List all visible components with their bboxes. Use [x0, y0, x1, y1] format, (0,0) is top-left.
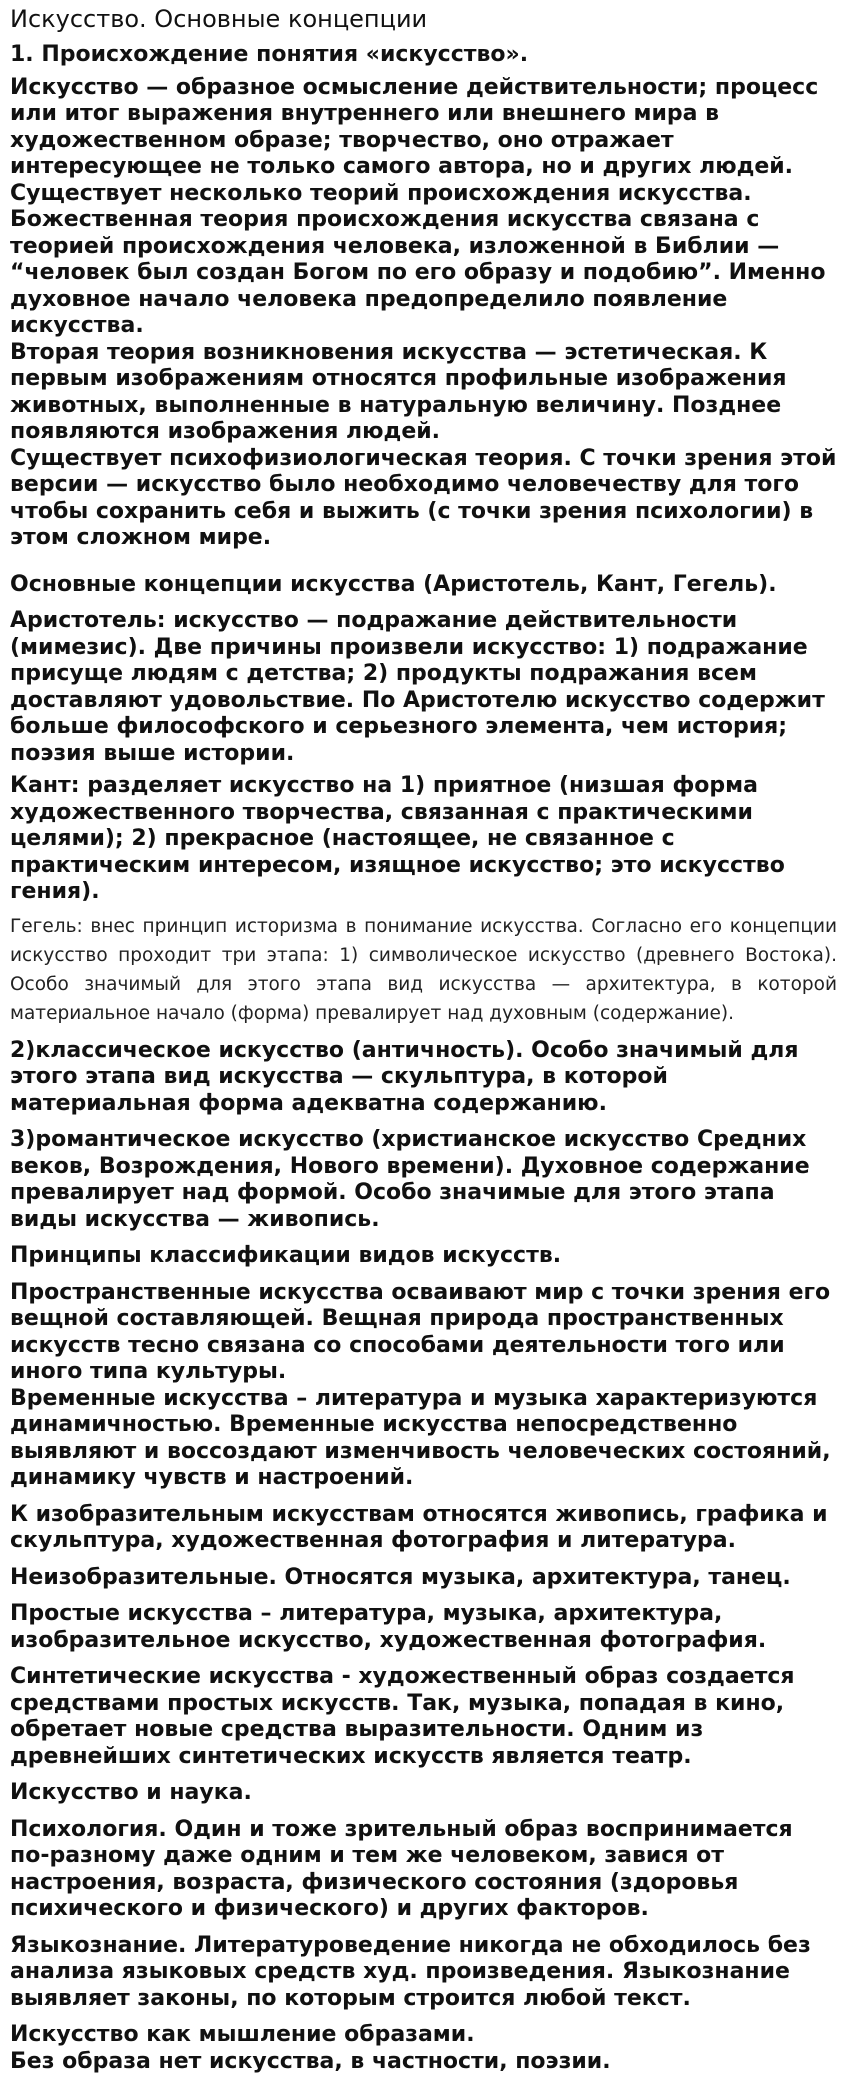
section-heading-science: Искусство и наука.	[10, 1780, 252, 1805]
paragraph-divine-theory: Божественная теория происхождения искусства связана с теорией происхождения человека, изложенной в Библии — “человек был создан Богом по его образу и подобию”. Именно духовное начало человека предопределило появление искусства.	[10, 207, 826, 338]
section-heading-concepts: Основные концепции искусства (Аристотель, Кант, Гегель).	[10, 571, 777, 597]
paragraph-aesthetic-theory: Вторая теория возникновения искусства — эстетическая. К первым изображениям относятся профильные изображения животных, выполненные в натуральную величину. Позднее появляются изображения людей.	[10, 339, 787, 444]
paragraph-simple-arts: Простые искусства – литература, музыка, архитектура, изобразительное искусство, художественная фотография.	[10, 1601, 767, 1653]
paragraph-kant: Кант: разделяет искусство на 1) приятное (низшая форма художественного творчества, связанная с практическими целями); 2) прекрасное (настоящее, не связанное с практическим интересом, изящное искусство; это искусство гения).	[10, 773, 785, 904]
paragraph-nonvisual-arts: Неизобразительные. Относятся музыка, архитектура, танец.	[10, 1564, 791, 1590]
paragraph-temporal-arts: Временные искусства – литература и музыка характеризуются динамичностью. Временные искусства непосредственно выявляют и воссоздают изменчивость человеческих состояний, динамику чувств и настроений.	[10, 1385, 831, 1490]
spatial-temporal-paragraphs	[10, 1280, 837, 1492]
paragraph-linguistics: Языкознание. Литературоведение никогда не обходилось без анализа языковых средств худ. произведения. Языкознание выявляет законы, по которым строится любой текст.	[10, 1932, 811, 2011]
paragraph-theories-intro: Существует несколько теорий происхождения искусства.	[10, 180, 752, 206]
thinking-block	[10, 2022, 837, 2075]
section-heading-thinking: Искусство как мышление образами.	[10, 2022, 475, 2047]
paragraph-classical-stage: 2)классическое искусство (античность). Особо значимый для этого этапа вид искусства — скульптура, в которой материальная форма адекватна содержанию.	[10, 1037, 799, 1116]
section-heading-origin: 1. Происхождение понятия «искусство».	[10, 42, 529, 67]
paragraph-hegel: Гегель: внес принцип историзма в понимание искусства. Согласно его концепции искусство проходит три этапа: 1) символическое искусство (древнего Востока). Особо значимый для этого этапа вид искусства — архитектура, в которой материальное начало (форма) превалирует над духовным (содержание).	[10, 915, 837, 1024]
paragraph-psychophysiological-theory: Существует психофизиологическая теория. С точки зрения этой версии — искусство было необходимо человечеству для того чтобы сохранить себя и выжить (с точки зрения психологии) в этом сложном мире.	[10, 445, 837, 550]
paragraph-romantic-stage: 3)романтическое искусство (христианское искусство Средних веков, Возрождения, Нового времени). Духовное содержание превалирует над формой. Особо значимые для этого этапа виды искусства — живопись.	[10, 1127, 810, 1232]
paragraph-thinking: Без образа нет искусства, в частности, поэзии.	[10, 2048, 611, 2074]
paragraph-synthetic-arts: Синтетические искусства - художественный образ создается средствами простых искусств. Так, музыка, попадая в кино, обретает новые средства выразительности. Одним из древнейших синтетических искусств является театр.	[10, 1664, 795, 1769]
section-heading-classification: Принципы классификации видов искусств.	[10, 1243, 562, 1268]
paragraph-aristotle: Аристотель: искусство — подражание действительности (мимезис). Две причины произвели искусство: 1) подражание присуще людям с детства; 2) продукты подражания всем доставляют удовольствие. По Аристотелю искусство содержит больше философского и серьезного элемента, чем история; поэзия выше истории.	[10, 608, 825, 766]
page-title: Искусство. Основные концепции	[10, 5, 428, 33]
paragraph-definition: Искусство — образное осмысление действительности; процесс или итог выражения внутреннего или внешнего мира в художественном образе; творчество, оно отражает интересующее не только самого автора, но и других людей.	[10, 74, 819, 179]
paragraph-psychology: Психология. Один и тоже зрительный образ воспринимается по-разному даже одним и тем же человеком, завися от настроения, возраста, физического состояния (здоровья психического и физического) и других факторов.	[10, 1816, 793, 1921]
paragraph-visual-arts: К изобразительным искусствам относятся живопись, графика и скульптура, художественная фотография и литература.	[10, 1501, 828, 1553]
paragraph-spatial-arts: Пространственные искусства осваивают мир с точки зрения его вещной составляющей. Вещная природа пространственных искусств тесно связана со способами деятельности того или иного типа культуры.	[10, 1279, 831, 1384]
origin-paragraphs	[10, 75, 837, 552]
